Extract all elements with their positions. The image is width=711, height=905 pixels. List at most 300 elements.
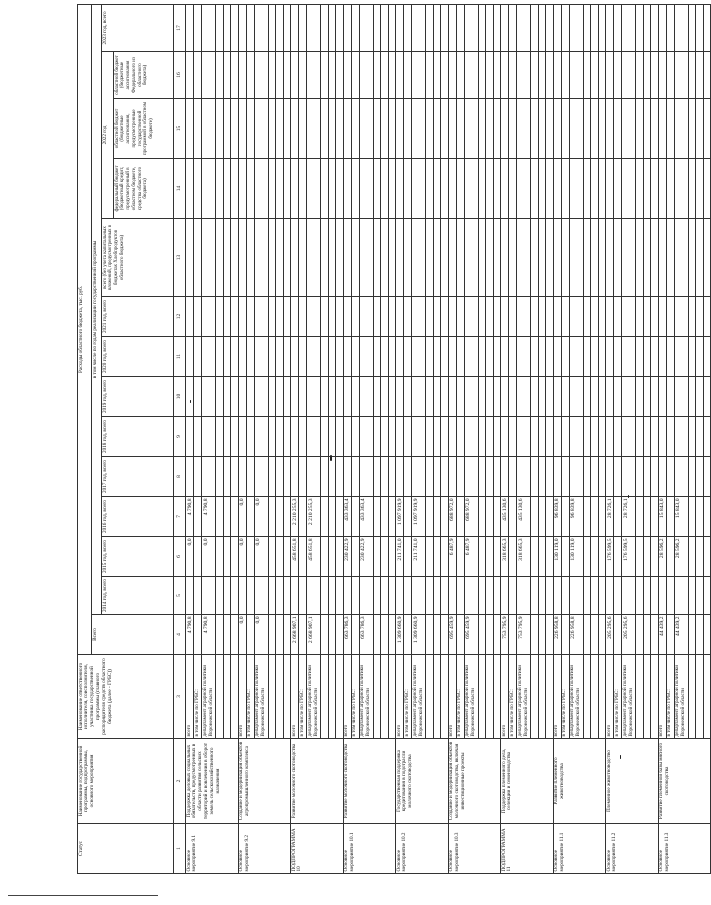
row-value-cell	[299, 615, 307, 655]
row-value-cell	[614, 297, 622, 337]
row-value-cell	[674, 417, 688, 457]
row-value-cell	[456, 159, 464, 219]
row-value-cell	[388, 99, 395, 159]
row-value-cell	[412, 4, 426, 51]
header-y2022-src1: федеральный бюджет (бюджетный кредит, предусмотренный в областном бюджете, средства областного бюджета)	[114, 159, 174, 219]
column-number-cell: 17	[174, 4, 186, 51]
row-value-cell	[299, 52, 307, 99]
row-value-cell	[246, 4, 254, 51]
row-value-cell	[396, 4, 404, 51]
row-value-cell	[696, 577, 703, 615]
row-value-cell	[202, 337, 216, 377]
row-value-cell	[404, 377, 412, 417]
row-value-cell	[351, 417, 359, 457]
row-value-cell	[456, 219, 464, 297]
row-value-cell	[359, 99, 373, 159]
row-value-cell	[336, 159, 343, 219]
row-executor-cell: департамент аграрной политики Воронежской области	[254, 655, 268, 739]
row-value-cell	[396, 219, 404, 297]
row-value-cell	[268, 52, 275, 99]
row-value-cell	[299, 337, 307, 377]
row-value-cell	[223, 417, 230, 457]
row-value-cell	[336, 219, 343, 297]
row-value-cell: 0,0	[238, 497, 246, 537]
row-value-cell	[291, 4, 299, 51]
row-value-cell	[441, 4, 448, 51]
row-value-cell	[299, 219, 307, 297]
row-value-cell	[373, 4, 380, 51]
row-value-cell	[396, 52, 404, 99]
row-value-cell	[321, 497, 328, 537]
row-value-cell	[591, 4, 598, 51]
row-value-cell	[412, 99, 426, 159]
row-value-cell	[359, 457, 373, 497]
row-value-cell	[643, 615, 650, 655]
row-value-cell	[254, 159, 268, 219]
row-value-cell	[343, 457, 351, 497]
row-value-cell	[464, 457, 478, 497]
row-value-cell	[396, 457, 404, 497]
row-value-cell	[651, 219, 658, 297]
row-value-cell	[351, 377, 359, 417]
row-value-cell	[307, 337, 321, 377]
row-value-cell	[359, 4, 373, 51]
row-value-cell	[591, 497, 598, 537]
row-value-cell	[202, 457, 216, 497]
row-value-cell	[336, 577, 343, 615]
row-value-cell	[486, 377, 493, 417]
row-value-cell	[464, 99, 478, 159]
row-value-cell	[268, 159, 275, 219]
row-value-cell: 28 596,2	[658, 537, 666, 577]
row-value-cell	[299, 297, 307, 337]
row-value-cell	[433, 337, 440, 377]
row-value-cell	[328, 457, 335, 497]
row-value-cell	[696, 457, 703, 497]
row-value-cell	[412, 337, 426, 377]
row-value-cell	[351, 4, 359, 51]
row-value-cell	[359, 297, 373, 337]
row-value-cell	[553, 297, 561, 337]
row-value-cell	[433, 219, 440, 297]
row-value-cell	[328, 159, 335, 219]
row-value-cell	[456, 537, 464, 577]
row-executor-cell	[223, 655, 230, 739]
row-value-cell	[538, 457, 545, 497]
row-value-cell	[202, 377, 216, 417]
row-value-cell	[351, 159, 359, 219]
row-value-cell	[381, 457, 388, 497]
row-value-cell	[531, 377, 538, 417]
row-value-cell	[478, 52, 485, 99]
row-value-cell	[658, 52, 666, 99]
row-value-cell	[299, 417, 307, 457]
row-executor-cell	[216, 655, 223, 739]
row-value-cell	[276, 159, 283, 219]
row-value-cell	[614, 615, 622, 655]
row-value-cell	[561, 219, 569, 297]
row-value-cell	[307, 457, 321, 497]
row-value-cell	[283, 615, 290, 655]
row-value-cell	[688, 377, 695, 417]
row-value-cell	[456, 377, 464, 417]
row-value-cell	[478, 297, 485, 337]
row-value-cell	[591, 377, 598, 417]
row-value-cell	[606, 577, 614, 615]
row-value-cell: 1 309 660,9	[396, 615, 404, 655]
row-value-cell	[546, 4, 553, 51]
row-value-cell	[538, 219, 545, 297]
row-value-cell	[546, 219, 553, 297]
row-value-cell	[351, 99, 359, 159]
row-value-cell	[643, 219, 650, 297]
row-value-cell	[276, 417, 283, 457]
row-value-cell	[703, 159, 710, 219]
column-number-cell: 5	[174, 577, 186, 615]
row-value-cell	[388, 219, 395, 297]
row-program-name: Государственная поддержка кредитования в подотрасли молочного скотоводства	[396, 739, 449, 824]
row-value-cell	[426, 219, 433, 297]
row-value-cell: 2 668 907,1	[291, 615, 299, 655]
row-value-cell	[643, 337, 650, 377]
row-value-cell	[509, 52, 517, 99]
row-value-cell	[351, 577, 359, 615]
column-number-cell: 14	[174, 159, 186, 219]
row-value-cell	[388, 457, 395, 497]
row-value-cell	[478, 457, 485, 497]
row-value-cell	[216, 497, 223, 537]
row-value-cell	[464, 417, 478, 457]
row-value-cell	[517, 577, 531, 615]
row-value-cell	[456, 297, 464, 337]
row-value-cell	[388, 377, 395, 417]
row-program-name: Развитие молочного скотоводства	[291, 739, 344, 824]
row-value-cell	[276, 297, 283, 337]
row-value-cell	[464, 219, 478, 297]
row-value-cell	[636, 159, 643, 219]
row-value-cell	[238, 52, 246, 99]
row-value-cell	[703, 377, 710, 417]
row-value-cell	[598, 99, 605, 159]
row-value-cell	[231, 537, 238, 577]
row-executor-cell	[321, 655, 328, 739]
row-value-cell	[493, 615, 500, 655]
row-value-cell	[283, 159, 290, 219]
row-status: Основное мероприятие 11.2	[606, 824, 659, 874]
row-value-cell	[622, 4, 636, 51]
row-value-cell	[651, 615, 658, 655]
row-value-cell: 1 097 919,9	[412, 497, 426, 537]
row-value-cell	[501, 159, 509, 219]
row-value-cell	[703, 497, 710, 537]
row-value-cell	[388, 577, 395, 615]
row-value-cell	[359, 219, 373, 297]
row-value-cell	[231, 577, 238, 615]
row-value-cell	[531, 537, 538, 577]
row-value-cell	[412, 417, 426, 457]
header-y2020: 2020 год, всего	[102, 337, 174, 377]
row-value-cell	[321, 537, 328, 577]
row-value-cell	[336, 417, 343, 457]
row-value-cell	[223, 337, 230, 377]
row-value-cell	[216, 377, 223, 417]
row-value-cell	[283, 577, 290, 615]
row-value-cell	[231, 417, 238, 457]
row-value-cell: 15 843,0	[674, 497, 688, 537]
row-value-cell: 96 839,8	[553, 497, 561, 537]
row-value-cell	[696, 417, 703, 457]
column-number-cell: 10	[174, 377, 186, 417]
column-number-cell: 12	[174, 297, 186, 337]
row-value-cell	[448, 377, 456, 417]
row-value-cell	[598, 159, 605, 219]
row-value-cell	[388, 297, 395, 337]
row-value-cell	[622, 99, 636, 159]
row-value-cell	[321, 219, 328, 297]
row-value-cell	[561, 497, 569, 537]
row-value-cell	[276, 457, 283, 497]
row-value-cell	[276, 537, 283, 577]
row-value-cell	[666, 377, 674, 417]
column-number-cell: 6	[174, 537, 186, 577]
row-value-cell	[426, 417, 433, 457]
row-status: ПОДПРОГРАММА 10	[291, 824, 344, 874]
column-number-cell: 15	[174, 99, 186, 159]
row-value-cell	[373, 537, 380, 577]
row-executor-cell: в том числе по ГРБС:	[509, 655, 517, 739]
row-value-cell	[381, 52, 388, 99]
row-value-cell	[591, 99, 598, 159]
row-executor-cell	[373, 655, 380, 739]
row-executor-cell: в том числе по ГРБС:	[351, 655, 359, 739]
row-value-cell	[486, 52, 493, 99]
row-value-cell	[478, 219, 485, 297]
row-value-cell	[486, 497, 493, 537]
row-value-cell	[658, 159, 666, 219]
row-value-cell	[651, 159, 658, 219]
row-value-cell	[299, 377, 307, 417]
budget-table	[77, 4, 711, 874]
row-value-cell	[553, 377, 561, 417]
row-value-cell	[202, 159, 216, 219]
row-value-cell	[254, 297, 268, 337]
row-value-cell	[583, 159, 590, 219]
row-value-cell	[276, 377, 283, 417]
row-value-cell	[703, 457, 710, 497]
row-value-cell	[561, 537, 569, 577]
row-value-cell	[283, 497, 290, 537]
row-value-cell	[231, 497, 238, 537]
row-value-cell	[674, 159, 688, 219]
row-value-cell	[186, 457, 194, 497]
row-value-cell	[553, 52, 561, 99]
row-value-cell: 318 665,3	[501, 537, 509, 577]
row-value-cell	[606, 52, 614, 99]
row-value-cell	[433, 497, 440, 537]
row-value-cell	[666, 337, 674, 377]
row-executor-cell	[583, 655, 590, 739]
row-value-cell	[531, 577, 538, 615]
row-value-cell	[703, 52, 710, 99]
row-value-cell	[674, 99, 688, 159]
row-value-cell	[622, 159, 636, 219]
row-value-cell	[478, 537, 485, 577]
row-value-cell	[478, 337, 485, 377]
row-value-cell: 688 972,0	[448, 497, 456, 537]
row-value-cell	[651, 297, 658, 337]
row-value-cell	[396, 297, 404, 337]
row-value-cell	[561, 377, 569, 417]
row-value-cell	[696, 615, 703, 655]
row-value-cell	[381, 4, 388, 51]
row-value-cell	[223, 537, 230, 577]
row-value-cell	[299, 497, 307, 537]
row-value-cell	[643, 297, 650, 337]
row-value-cell	[238, 457, 246, 497]
row-executor-cell: в том числе по ГРБС:	[299, 655, 307, 739]
table-body	[78, 4, 711, 873]
row-value-cell	[441, 377, 448, 417]
row-value-cell: 0,0	[238, 537, 246, 577]
row-value-cell	[583, 457, 590, 497]
row-value-cell	[223, 219, 230, 297]
row-value-cell	[531, 99, 538, 159]
row-value-cell	[478, 497, 485, 537]
row-executor-cell: в том числе по ГРБС:	[456, 655, 464, 739]
row-value-cell: 6 487,9	[448, 537, 456, 577]
row-value-cell	[373, 457, 380, 497]
row-value-cell	[509, 537, 517, 577]
row-value-cell	[448, 4, 456, 51]
row-value-cell	[216, 577, 223, 615]
row-value-cell	[517, 297, 531, 337]
row-value-cell	[696, 52, 703, 99]
row-value-cell	[643, 159, 650, 219]
row-value-cell	[381, 377, 388, 417]
scan-speck	[330, 455, 332, 461]
row-value-cell	[553, 337, 561, 377]
row-value-cell	[404, 159, 412, 219]
row-value-cell	[231, 219, 238, 297]
row-value-cell	[456, 99, 464, 159]
row-value-cell	[531, 297, 538, 337]
row-value-cell	[553, 4, 561, 51]
row-value-cell	[583, 417, 590, 457]
row-value-cell	[268, 337, 275, 377]
row-value-cell	[546, 577, 553, 615]
row-value-cell	[517, 417, 531, 457]
row-executor-cell: департамент аграрной политики Воронежской области	[202, 655, 216, 739]
row-value-cell	[268, 99, 275, 159]
row-value-cell	[606, 99, 614, 159]
row-value-cell	[328, 337, 335, 377]
row-value-cell: 2 210 255,3	[307, 497, 321, 537]
row-value-cell	[307, 52, 321, 99]
scan-rule-line	[8, 895, 158, 896]
row-executor-cell	[328, 655, 335, 739]
row-value-cell	[373, 377, 380, 417]
row-value-cell: 230 422,9	[343, 537, 351, 577]
row-value-cell	[448, 417, 456, 457]
row-value-cell	[343, 577, 351, 615]
row-executor-cell	[696, 655, 703, 739]
row-value-cell	[636, 377, 643, 417]
row-value-cell	[493, 537, 500, 577]
row-value-cell	[336, 99, 343, 159]
row-value-cell	[238, 377, 246, 417]
row-value-cell	[658, 4, 666, 51]
row-value-cell	[688, 99, 695, 159]
row-value-cell	[202, 99, 216, 159]
row-value-cell: 2 210 255,3	[291, 497, 299, 537]
row-value-cell	[517, 377, 531, 417]
row-value-cell	[254, 99, 268, 159]
header-y2016: 2016 год, всего	[102, 497, 174, 537]
row-value-cell	[186, 377, 194, 417]
row-value-cell	[493, 52, 500, 99]
row-value-cell	[553, 577, 561, 615]
row-value-cell	[359, 417, 373, 457]
row-value-cell	[351, 219, 359, 297]
row-value-cell	[194, 337, 202, 377]
row-value-cell	[186, 52, 194, 99]
row-value-cell	[216, 219, 223, 297]
row-value-cell	[238, 577, 246, 615]
row-value-cell	[283, 417, 290, 457]
row-value-cell	[223, 497, 230, 537]
row-value-cell	[696, 377, 703, 417]
row-value-cell	[238, 219, 246, 297]
row-value-cell	[614, 537, 622, 577]
table-row	[448, 4, 456, 873]
row-value-cell	[246, 377, 254, 417]
row-value-cell	[643, 497, 650, 537]
row-value-cell	[546, 377, 553, 417]
row-value-cell	[478, 159, 485, 219]
row-value-cell: 0,0	[238, 615, 246, 655]
row-value-cell	[194, 4, 202, 51]
row-value-cell	[373, 497, 380, 537]
row-value-cell	[283, 219, 290, 297]
header-y2022-src3: областной бюджет (бюджетные ассигнования Федерального из областного бюджета)	[114, 52, 174, 99]
row-value-cell	[538, 615, 545, 655]
row-value-cell	[388, 417, 395, 457]
row-value-cell	[598, 52, 605, 99]
row-value-cell	[674, 297, 688, 337]
row-value-cell	[486, 337, 493, 377]
row-value-cell	[268, 577, 275, 615]
row-value-cell	[321, 52, 328, 99]
row-value-cell	[501, 4, 509, 51]
row-value-cell	[448, 52, 456, 99]
row-value-cell	[223, 615, 230, 655]
row-value-cell	[636, 219, 643, 297]
row-value-cell	[223, 4, 230, 51]
row-value-cell	[509, 337, 517, 377]
column-number-cell: 13	[174, 219, 186, 297]
row-value-cell	[658, 577, 666, 615]
row-value-cell	[456, 4, 464, 51]
row-value-cell	[509, 219, 517, 297]
row-value-cell	[194, 159, 202, 219]
row-value-cell	[276, 52, 283, 99]
row-value-cell: 28 726,1	[606, 497, 614, 537]
row-value-cell	[658, 377, 666, 417]
row-value-cell	[359, 377, 373, 417]
row-value-cell	[614, 219, 622, 297]
row-value-cell	[464, 577, 478, 615]
row-value-cell	[336, 537, 343, 577]
